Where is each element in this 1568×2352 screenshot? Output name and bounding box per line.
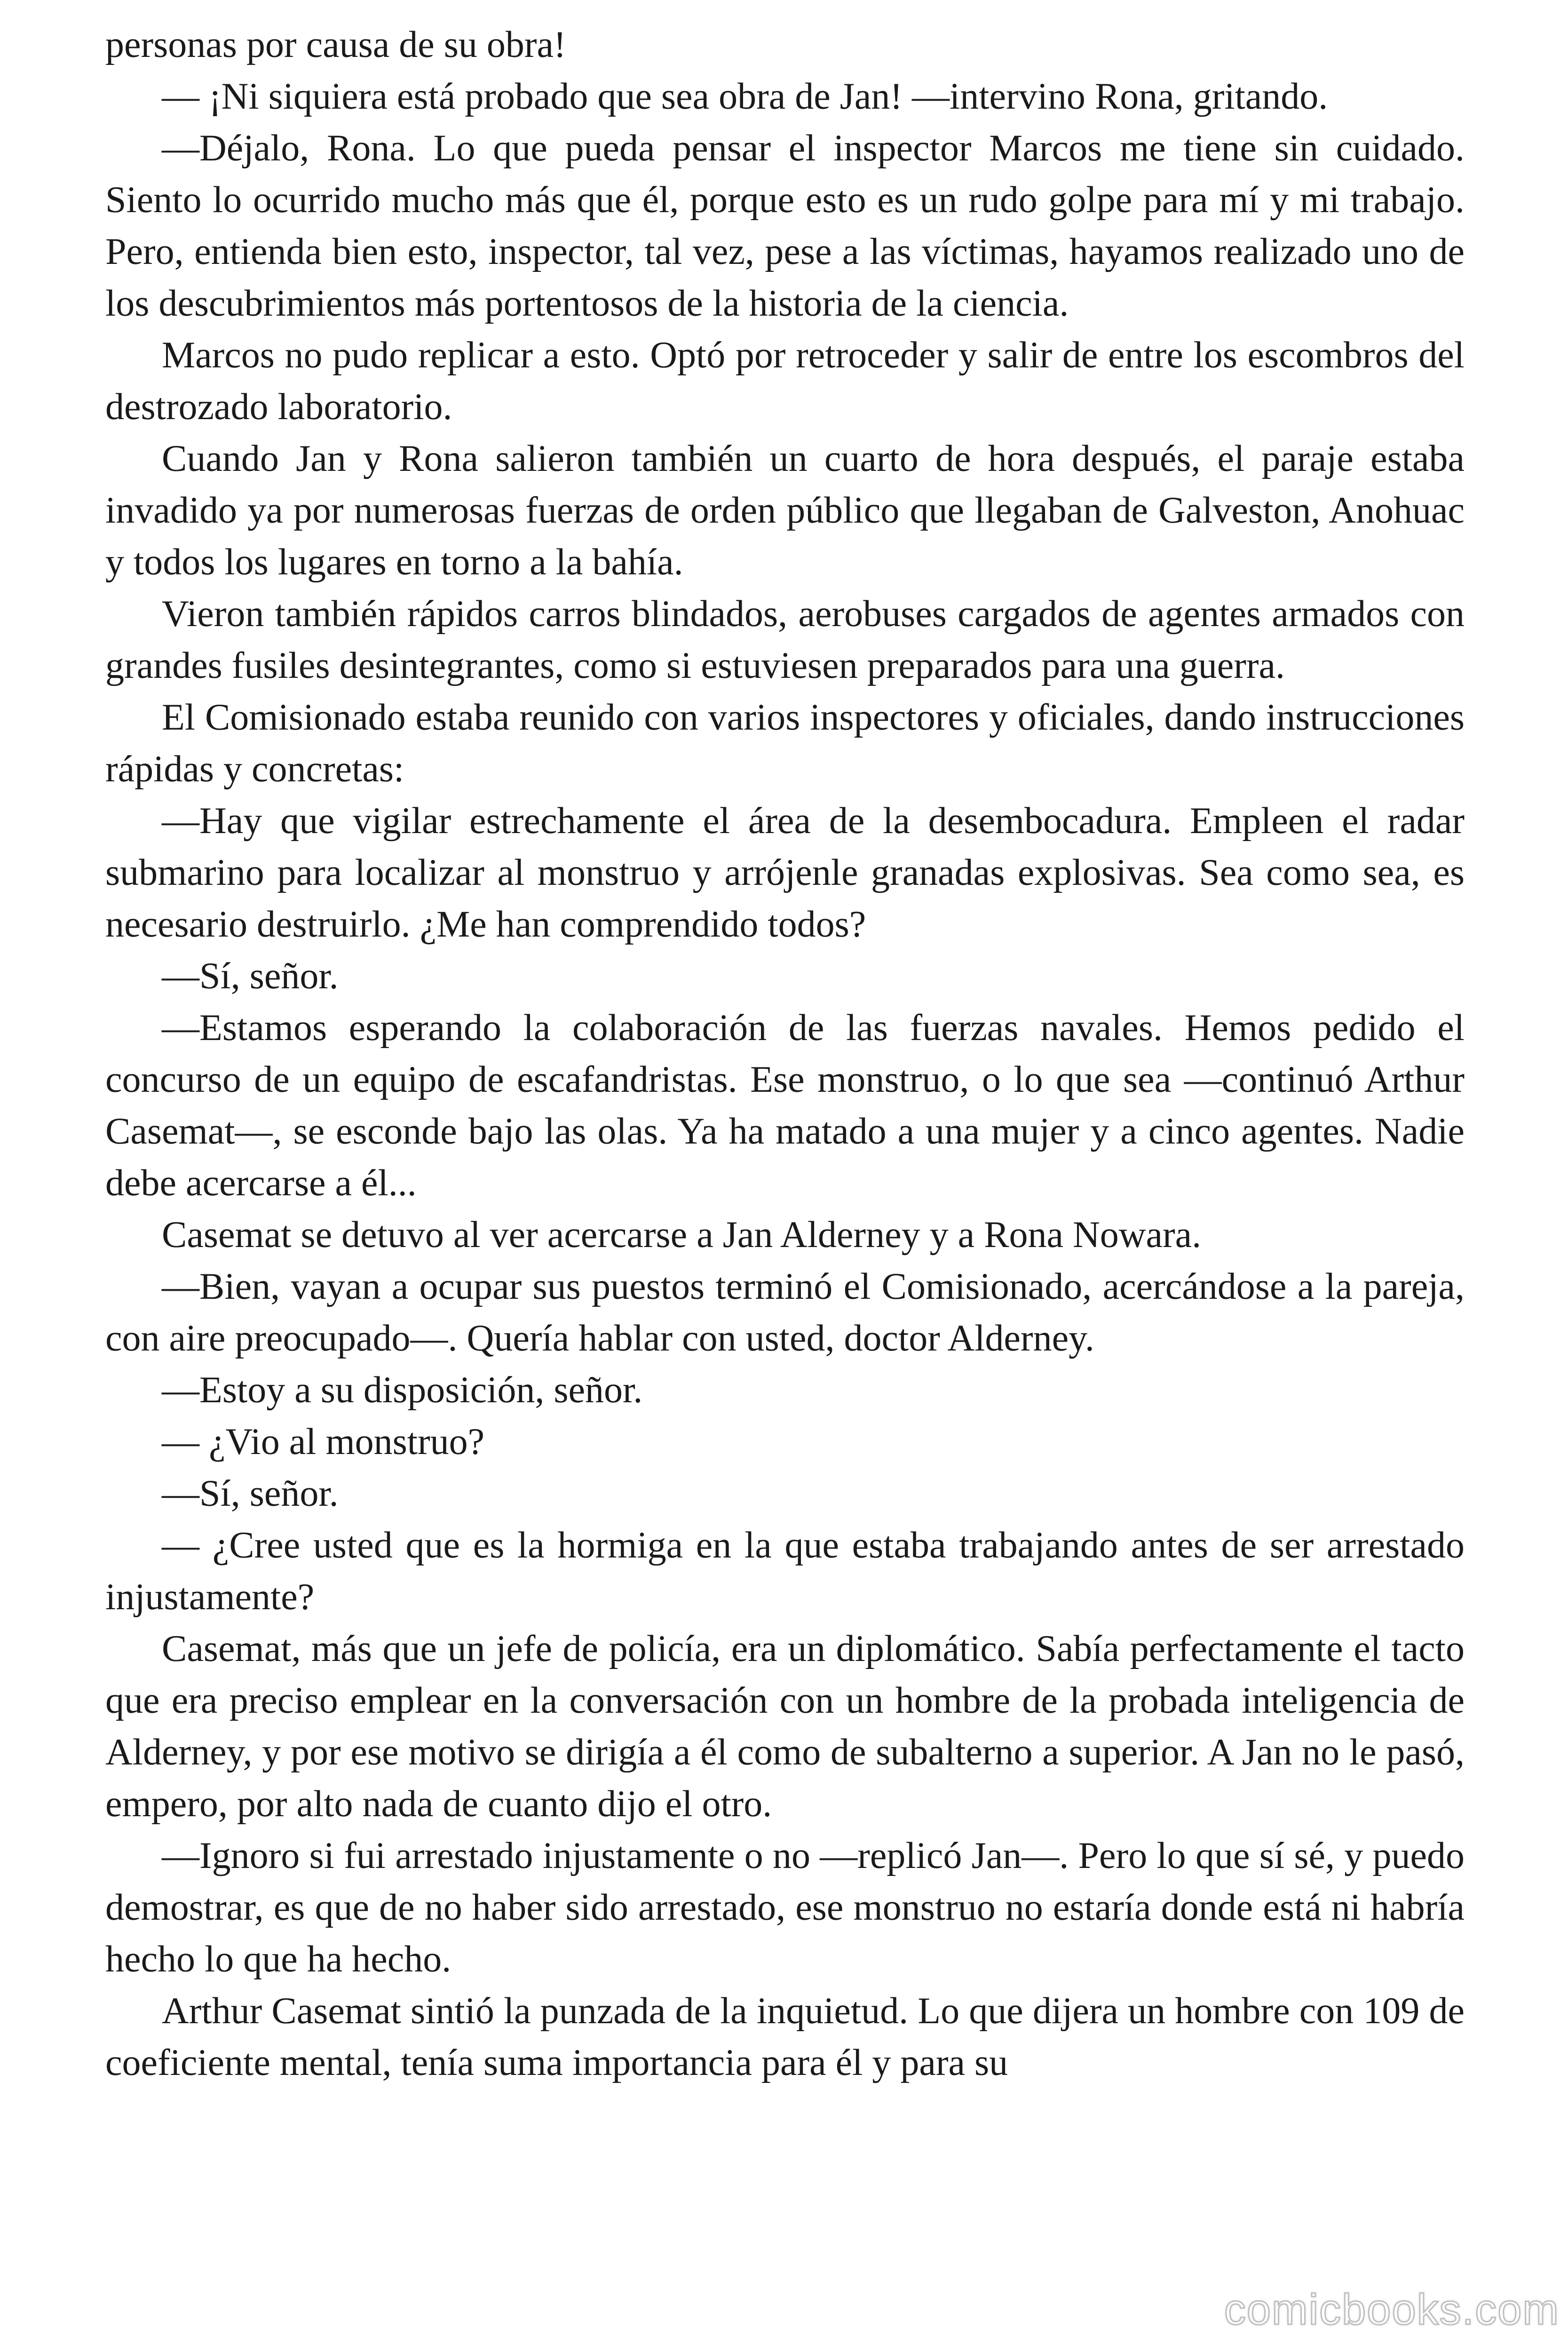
- paragraph: El Comisionado estaba reunido con varios inspectores y oficiales, dando instrucciones rápidas y concretas:: [105, 697, 1465, 790]
- book-page-text: [105, 19, 1465, 2089]
- paragraph: — ¿Vio al monstruo?: [162, 1421, 485, 1462]
- paragraph: Casemat, más que un jefe de policía, era un diplomático. Sabía perfectamente el tacto que era preciso emplear en la conversación con un hombre de la probada inteligencia de Alderney, y por ese motivo se dirigía a él como de subalterno a superior. A Jan no le pasó, empero, por alto nada de cuanto dijo el otro.: [105, 1628, 1465, 1825]
- paragraph: — ¡Ni siquiera está probado que sea obra de Jan! —intervino Rona, gritando.: [162, 76, 1328, 117]
- paragraph: Arthur Casemat sintió la punzada de la inquietud. Lo que dijera un hombre con 109 de coeficiente mental, tenía suma importancia para él y para su: [105, 1990, 1465, 2083]
- paragraph: Cuando Jan y Rona salieron también un cuarto de hora después, el paraje estaba invadido ya por numerosas fuerzas de orden público que llegaban de Galveston, Anohuac y todos los lugares en torno a la bahía.: [105, 438, 1465, 583]
- paragraph: — ¿Cree usted que es la hormiga en la que estaba trabajando antes de ser arrestado injustamente?: [105, 1525, 1465, 1618]
- paragraph: Vieron también rápidos carros blindados, aerobuses cargados de agentes armados con grandes fusiles desintegrantes, como si estuviesen preparados para una guerra.: [105, 593, 1465, 686]
- paragraph: —Sí, señor.: [162, 1473, 339, 1514]
- paragraph: —Déjalo, Rona. Lo que pueda pensar el inspector Marcos me tiene sin cuidado. Siento lo ocurrido mucho más que él, porque esto es un rudo golpe para mí y mi trabajo. Pero, entienda bien esto, inspector, tal vez, pese a las víctimas, hayamos realizado uno de los descubrimientos más portentosos de la historia de la ciencia.: [105, 127, 1465, 324]
- paragraph: —Ignoro si fui arrestado injustamente o no —replicó Jan—. Pero lo que sí sé, y puedo demostrar, es que de no haber sido arrestado, ese monstruo no estaría donde está ni habría hecho lo que ha hecho.: [105, 1835, 1465, 1980]
- paragraph: —Bien, vayan a ocupar sus puestos terminó el Comisionado, acercándose a la pareja, con aire preocupado—. Quería hablar con usted, doctor Alderney.: [105, 1266, 1465, 1359]
- paragraph: Casemat se detuvo al ver acercarse a Jan Alderney y a Rona Nowara.: [162, 1214, 1202, 1255]
- paragraph: —Hay que vigilar estrechamente el área de la desembocadura. Empleen el radar submarino para localizar al monstruo y arrójenle granadas explosivas. Sea como sea, es necesario destruirlo. ¿Me han comprendido todos?: [105, 800, 1465, 945]
- paragraph: Marcos no pudo replicar a esto. Optó por retroceder y salir de entre los escombros del destrozado laboratorio.: [105, 334, 1465, 428]
- paragraph: —Estamos esperando la colaboración de las fuerzas navales. Hemos pedido el concurso de un equipo de escafandristas. Ese monstruo, o lo que sea —continuó Arthur Casemat—, se esconde bajo las olas. Ya ha matado a una mujer y a cinco agentes. Nadie debe acercarse a él...: [105, 1007, 1465, 1204]
- paragraph: personas por causa de su obra!: [105, 24, 566, 65]
- paragraph: —Sí, señor.: [162, 955, 339, 997]
- watermark: comicbooks.com: [1224, 2286, 1560, 2334]
- paragraph: —Estoy a su disposición, señor.: [162, 1369, 643, 1411]
